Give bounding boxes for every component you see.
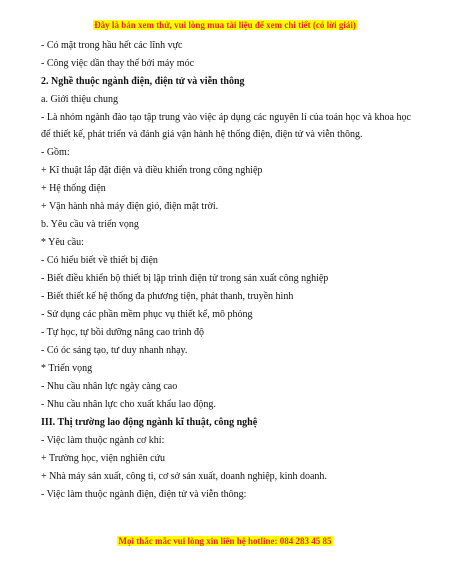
document-body	[41, 38, 411, 505]
text-line: - Biết điều khiển bộ thiết bị lập trình điện tử trong sản xuất công nghiệp	[41, 272, 329, 284]
text-line: - Gồm:	[41, 146, 70, 158]
text-line: - Việc làm thuộc ngành điện, điện tử và viễn thông:	[41, 488, 247, 500]
text-line: + Hệ thống điện	[41, 182, 106, 194]
text-line: - Có mặt trong hầu hết các lĩnh vực	[41, 40, 183, 51]
text-line: - Sử dụng các phần mềm phục vụ thiết kế, mô phỏng	[41, 308, 253, 320]
text-line: b. Yêu cầu và triển vọng	[41, 218, 139, 230]
section-heading: III. Thị trường lao động ngành kĩ thuật, công nghệ	[41, 416, 258, 428]
preview-notice-text: Đây là bản xem thử, vui lòng mua tài liệu để xem chi tiết (có lời giải)	[94, 20, 356, 30]
hotline-notice-text: Mọi thắc mắc vui lòng xin liên hệ hotline: 084 283 45 85	[118, 536, 332, 546]
text-line: * Triển vọng	[41, 362, 93, 374]
text-line: - Biết thiết kế hệ thống đa phương tiện, phát thanh, truyền hình	[41, 290, 294, 302]
text-line: * Yêu cầu:	[41, 236, 84, 248]
text-line: + Nhà máy sản xuất, công ti, cơ sở sản xuất, doanh nghiệp, kinh doanh.	[41, 470, 327, 482]
text-line: - Tự học, tự bồi dưỡng nâng cao trình độ	[41, 326, 205, 338]
text-line: + Vận hành nhà máy điện gió, điện mặt trời.	[41, 200, 219, 212]
hotline-footer-banner	[0, 536, 450, 546]
text-line: - Việc làm thuộc ngành cơ khí:	[41, 434, 165, 446]
text-line: - Công việc dần thay thế bởi máy móc	[41, 58, 195, 69]
text-line: + Kĩ thuật lắp đặt điện và điều khiển trong công nghiệp	[41, 164, 263, 176]
text-line: - Là nhóm ngành đào tạo tập trung vào việc áp dụng các nguyên lí của toán học và khoa học để thiết kế, phát triển và đánh giá vận hành hệ thống điện, điện tử và viễn thông.	[41, 112, 411, 140]
section-heading: 2. Nghề thuộc ngành điện, điện tử và viễn thông	[41, 76, 245, 87]
text-line: - Nhu cầu nhân lực ngày càng cao	[41, 380, 178, 392]
text-line: - Có hiểu biết về thiết bị điện	[41, 254, 158, 266]
text-line: + Trường học, viện nghiên cứu	[41, 452, 165, 464]
preview-notice-banner	[0, 20, 450, 30]
text-line: - Nhu cầu nhân lực cho xuất khẩu lao động.	[41, 398, 216, 410]
text-line: a. Giới thiệu chung	[41, 94, 118, 105]
text-line: - Có óc sáng tạo, tư duy nhanh nhạy.	[41, 344, 188, 356]
